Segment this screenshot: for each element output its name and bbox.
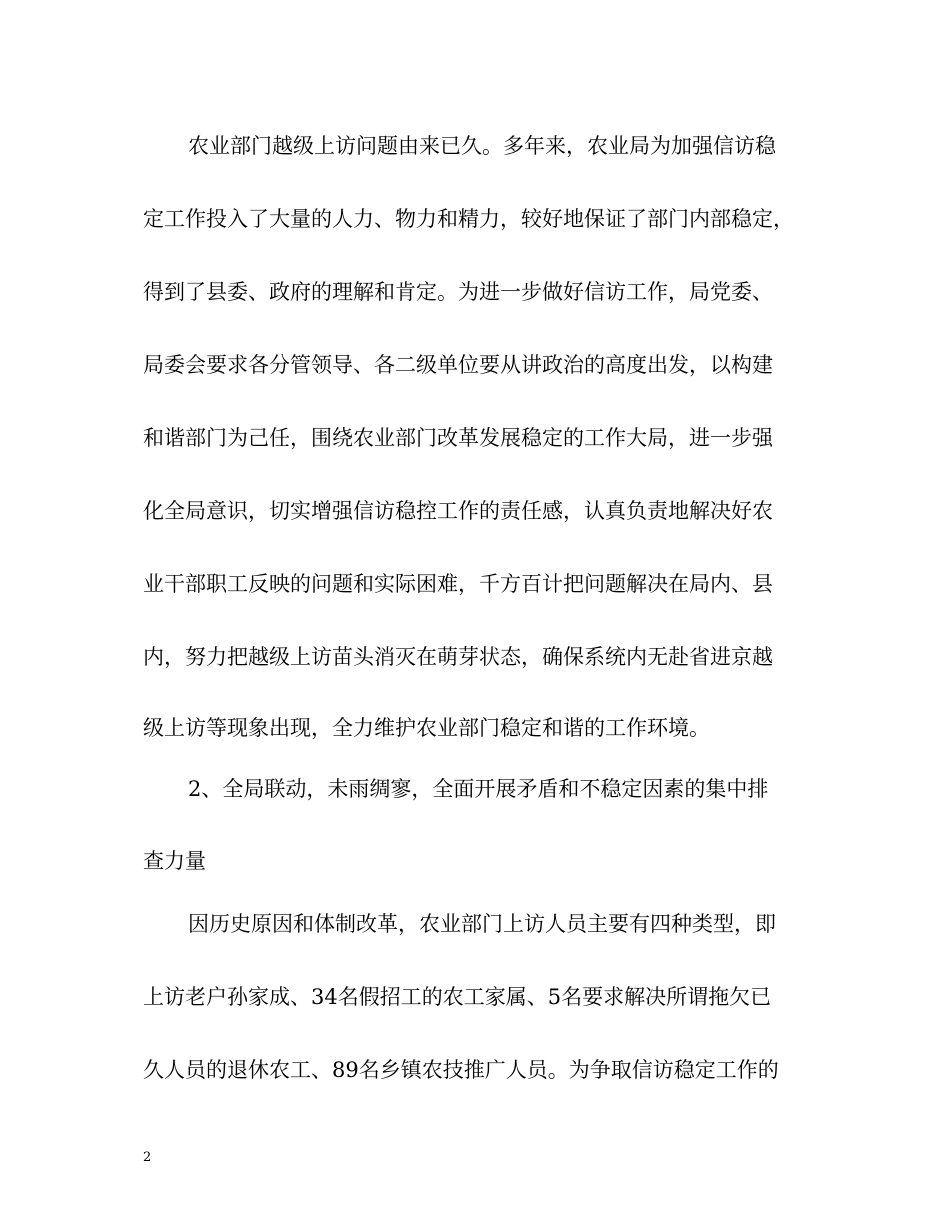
page-number: 2 [143, 1150, 152, 1165]
body-line: 得到了县委、政府的理解和肯定。为进一步做好信访工作，局党委、 [143, 280, 773, 304]
section-heading-line: 查力量 [143, 849, 206, 873]
body-line: 业干部职工反映的问题和实际困难，千方百计把问题解决在局内、县 [143, 572, 773, 596]
body-line: 内，努力把越级上访苗头消灭在萌芽状态，确保系统内无赴省进京越 [143, 645, 773, 669]
body-line: 和谐部门为己任，围绕农业部门改革发展稳定的工作大局，进一步强 [143, 426, 773, 450]
body-line: 化全局意识，切实增强信访稳控工作的责任感，认真负责地解决好农 [143, 499, 773, 523]
body-line: 农业部门越级上访问题由来已久。多年来，农业局为加强信访稳 [188, 134, 776, 158]
body-line: 因历史原因和体制改革，农业部门上访人员主要有四种类型，即 [188, 912, 776, 936]
body-line: 上访老户孙家成、34名假招工的农工家属、5名要求解决所谓拖欠已 [143, 985, 772, 1009]
section-heading-line: 2、全局联动，未雨绸寥，全面开展矛盾和不稳定因素的集中排 [188, 777, 769, 801]
body-line: 级上访等现象出现，全力维护农业部门稳定和谐的工作环境。 [143, 716, 710, 740]
body-line: 久人员的退休农工、89名乡镇农技推广人员。为争取信访稳定工作的 [143, 1058, 779, 1082]
body-line: 定工作投入了大量的人力、物力和精力，较好地保证了部门内部稳定， [143, 207, 794, 231]
body-line: 局委会要求各分管领导、各二级单位要从讲政治的高度出发，以构建 [143, 353, 773, 377]
